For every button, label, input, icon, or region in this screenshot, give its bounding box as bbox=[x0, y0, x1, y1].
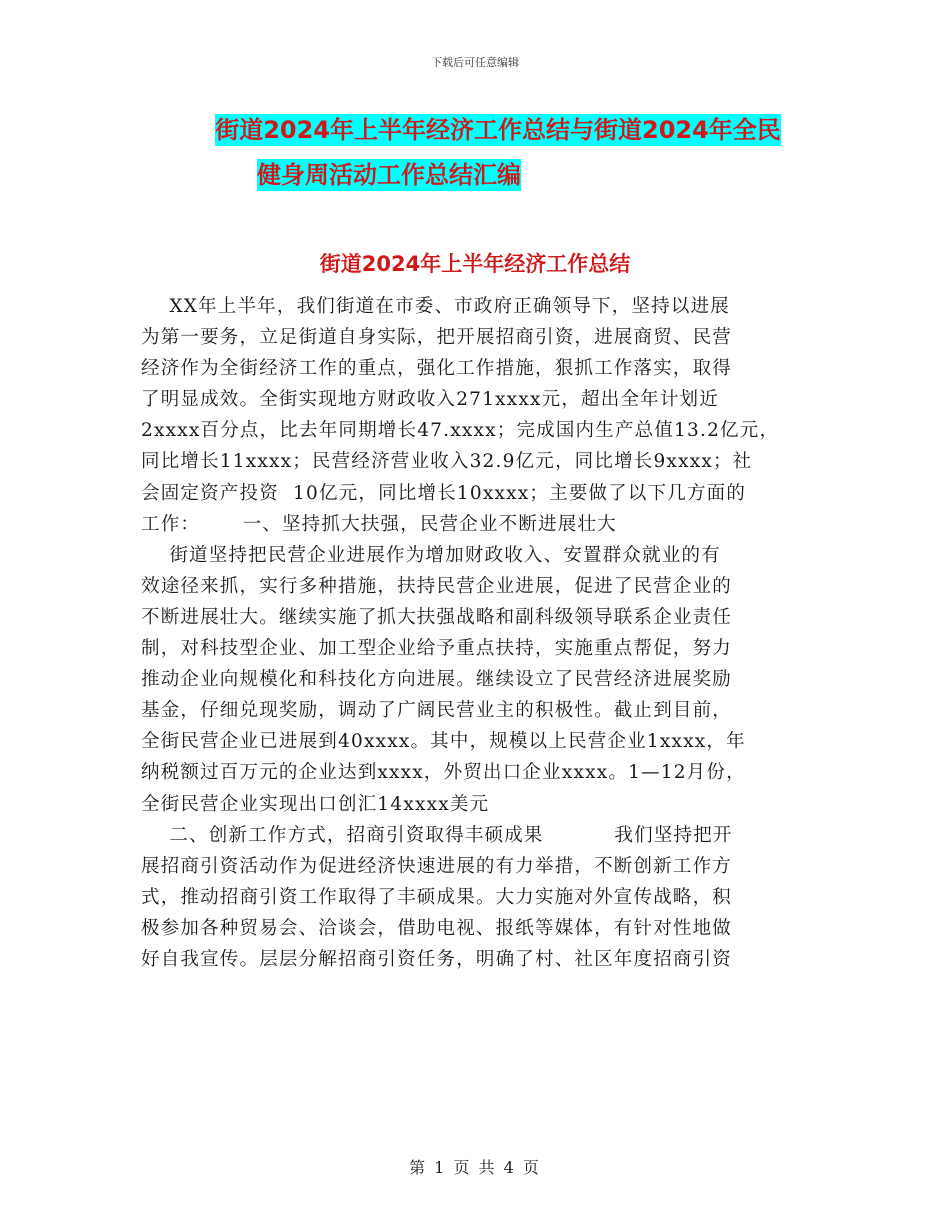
header-note: 下载后可任意编辑 bbox=[431, 56, 519, 69]
document-title-line-1 bbox=[23, 112, 950, 148]
body-text bbox=[141, 291, 831, 975]
document-title-line-1-text: 街道2024年上半年经济工作总结与街道2024年全民 bbox=[215, 116, 781, 144]
body-line: 全街民营企业实现出口创汇14xxxx美元 bbox=[141, 793, 490, 815]
body-line: 制，对科技型企业、加工型企业给予重点扶持，实施重点帮促，努力 bbox=[141, 638, 733, 660]
body-line: 推动企业向规模化和科技化方向进展。继续设立了民营经济进展奖励 bbox=[141, 669, 733, 691]
body-line: 基金，仔细兑现奖励，调动了广阔民营业主的积极性。截止到目前， bbox=[141, 700, 733, 722]
body-line: 式，推动招商引资工作取得了丰硕成果。大力实施对外宣传战略，积 bbox=[141, 886, 733, 908]
body-line: 经济作为全街经济工作的重点，强化工作措施，狠抓工作落实，取得 bbox=[141, 358, 733, 380]
body-line: 街道坚持把民营企业进展作为增加财政收入、安置群众就业的有 bbox=[141, 544, 721, 566]
body-line: 纳税额过百万元的企业达到xxxx，外贸出口企业xxxx。1—12月份， bbox=[141, 762, 746, 784]
body-line: 极参加各种贸易会、洽谈会，借助电视、报纸等媒体，有针对性地做 bbox=[141, 917, 733, 939]
document-title-line-2-text: 健身周活动工作总结汇编 bbox=[257, 161, 521, 189]
body-line: 工作： 一、坚持抓大扶强，民营企业不断进展壮大 bbox=[141, 513, 617, 535]
body-line: 了明显成效。全街实现地方财政收入271xxxx元，超出全年计划近 bbox=[141, 389, 719, 411]
body-line: 好自我宣传。层层分解招商引资任务，明确了村、社区年度招商引资 bbox=[141, 948, 733, 970]
body-line: 展招商引资活动作为促进经济快速进展的有力举措，不断创新工作方 bbox=[141, 855, 733, 877]
page-number-footer: 第 1 页 共 4 页 bbox=[409, 1158, 541, 1177]
body-line: 同比增长11xxxx；民营经济营业收入32.9亿元，同比增长9xxxx；社 bbox=[141, 451, 753, 473]
body-line: 全街民营企业已进展到40xxxx。其中，规模以上民营企业1xxxx，年 bbox=[141, 731, 746, 753]
document-title-line-2 bbox=[0, 157, 864, 193]
body-line: 会固定资产投资 10亿元，同比增长10xxxx；主要做了以下几方面的 bbox=[141, 482, 747, 504]
body-line: 2xxxx百分点，比去年同期增长47.xxxx；完成国内生产总值13.2亿元， bbox=[141, 420, 780, 442]
section-title: 街道2024年上半年经济工作总结 bbox=[319, 252, 631, 276]
body-line: 为第一要务，立足街道自身实际，把开展招商引资，进展商贸、民营 bbox=[141, 327, 733, 349]
body-line: 不断进展壮大。继续实施了抓大扶强战略和副科级领导联系企业责任 bbox=[141, 606, 733, 628]
body-line: 效途径来抓，实行多种措施，扶持民营企业进展，促进了民营企业的 bbox=[141, 575, 733, 597]
body-line: XX年上半年，我们街道在市委、市政府正确领导下，坚持以进展 bbox=[141, 296, 730, 317]
body-line: 二、创新工作方式，招商引资取得丰硕成果 我们坚持把开 bbox=[141, 824, 733, 846]
